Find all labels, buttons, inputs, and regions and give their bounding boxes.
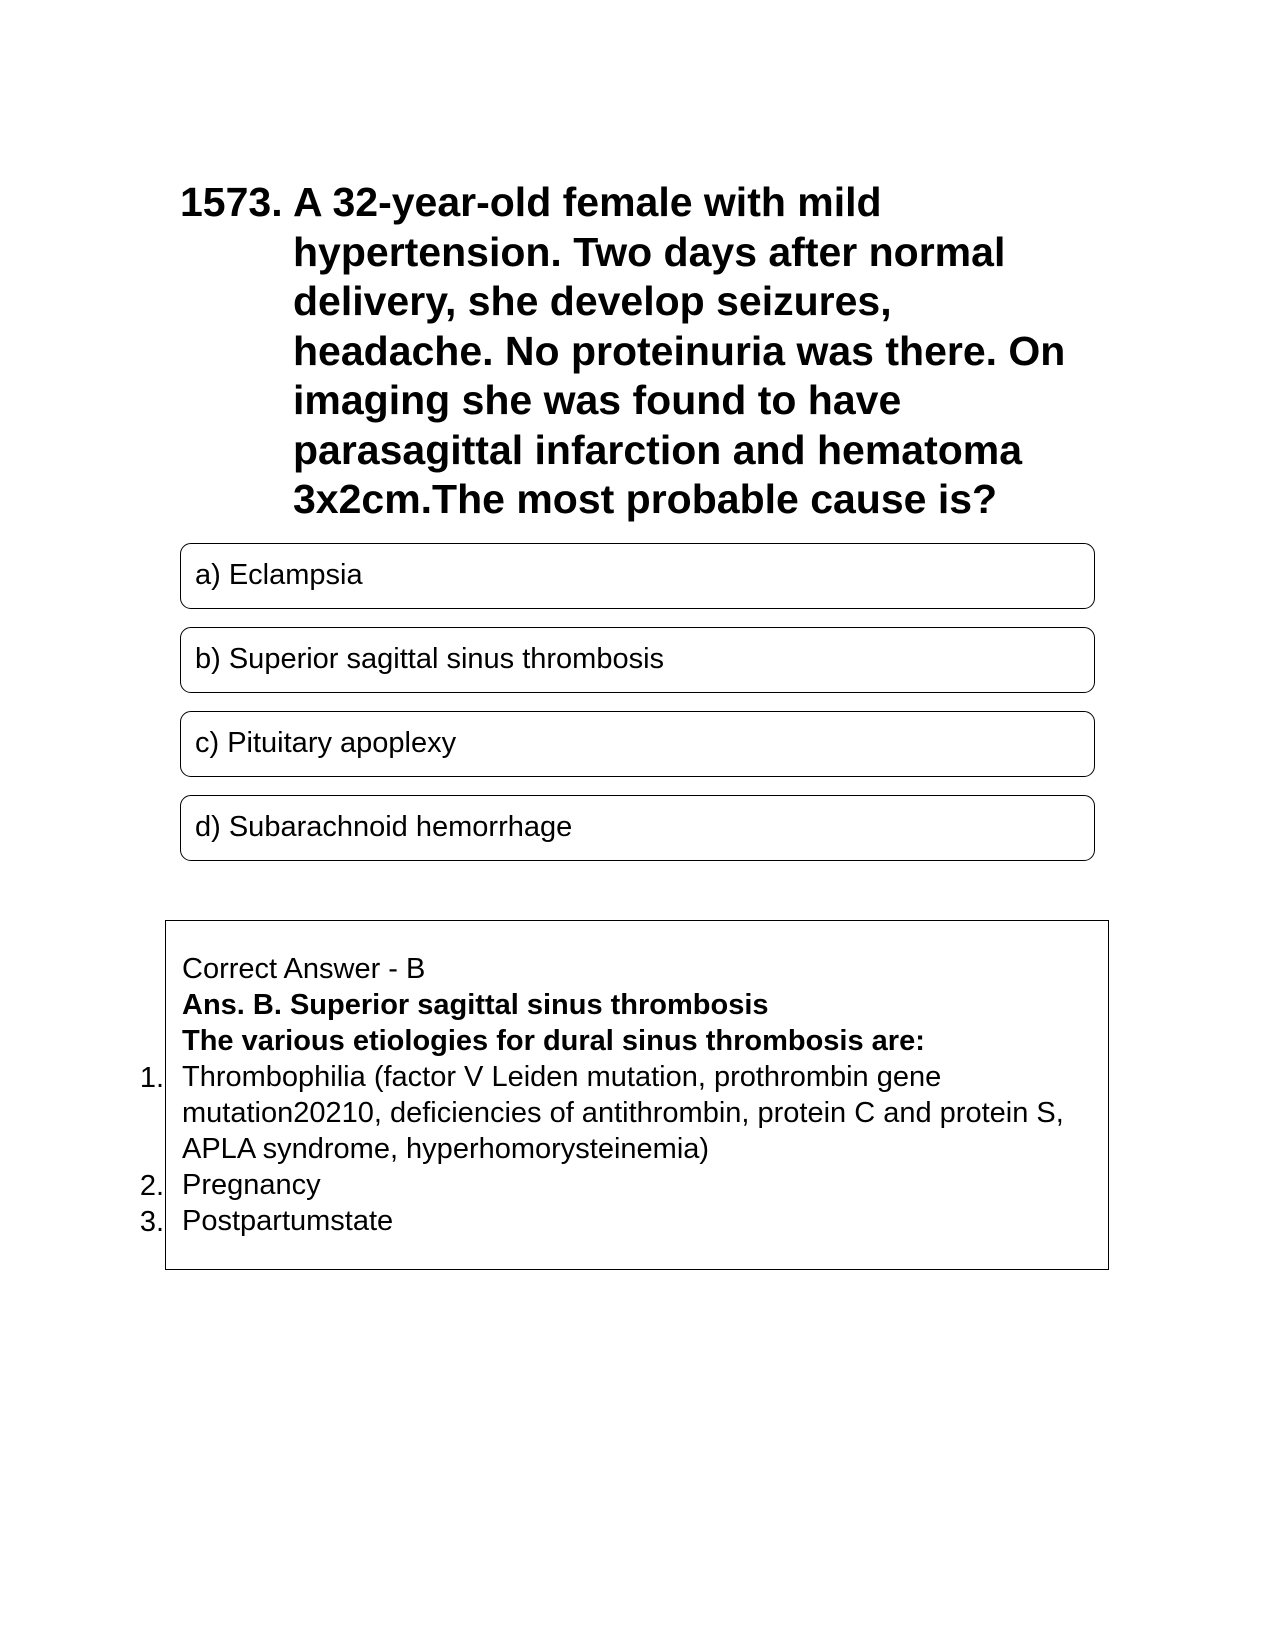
- option-c[interactable]: c) Pituitary apoplexy: [180, 711, 1095, 777]
- etiology-item: [182, 1167, 1102, 1203]
- etiology-number: 1.: [139, 1062, 164, 1094]
- answer-explanation-title: Ans. B. Superior sagittal sinus thrombosis: [182, 989, 769, 1021]
- etiology-text: Pregnancy: [182, 1169, 321, 1201]
- etiology-item: [182, 1059, 1102, 1167]
- option-a[interactable]: a) Eclampsia: [180, 543, 1095, 609]
- etiology-number: 3.: [139, 1206, 164, 1238]
- question-number: 1573.: [180, 179, 283, 225]
- etiology-text: Postpartumstate: [182, 1205, 394, 1237]
- etiology-text: Thrombophilia (factor V Leiden mutation, prothrombin gene mutation20210, deficiencies of antithrombin, protein C and protein S, APLA syndrome, hyperhomorysteinemia): [182, 1061, 1064, 1165]
- correct-answer-line: Correct Answer - B: [182, 953, 426, 985]
- etiology-heading: The various etiologies for dural sinus thrombosis are:: [182, 1025, 925, 1057]
- etiology-item: [182, 1203, 1102, 1239]
- answer-content: [182, 951, 1102, 1239]
- etiology-list: [182, 1059, 1102, 1239]
- question-text: A 32-year-old female with mild hypertension. Two days after normal delivery, she develop seizures, headache. No proteinuria was there. On imaging she was found to have parasagittal infarction and hematoma 3x2cm.The most probable cause is?: [293, 179, 1066, 522]
- option-b[interactable]: b) Superior sagittal sinus thrombosis: [180, 627, 1095, 693]
- question: [180, 178, 1100, 525]
- option-d[interactable]: d) Subarachnoid hemorrhage: [180, 795, 1095, 861]
- etiology-number-column: [139, 1060, 164, 1240]
- etiology-number: 2.: [139, 1170, 164, 1202]
